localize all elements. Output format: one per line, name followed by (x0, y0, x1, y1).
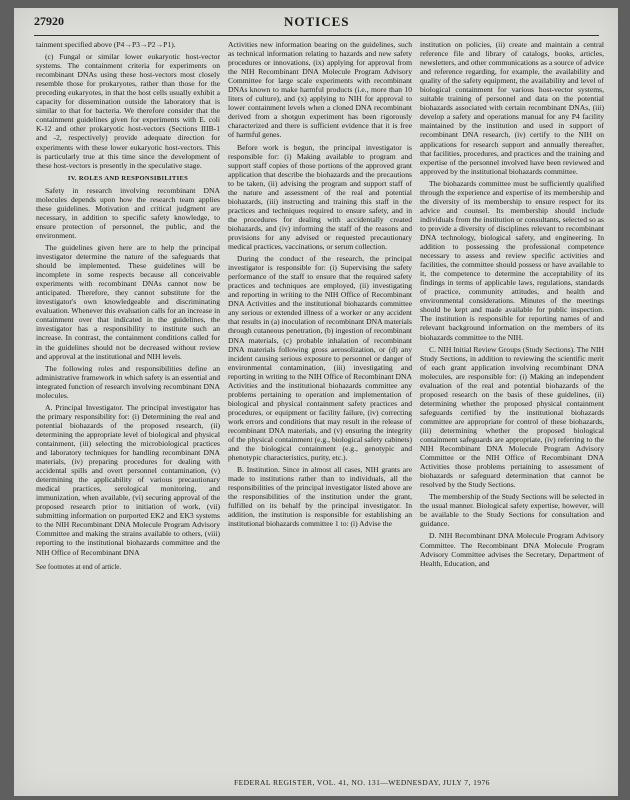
section-title: NOTICES (284, 14, 350, 29)
paragraph: Before work is begun, the principal investigator is responsible for: (i) Making available to program and support staff copies of those portions of the approved grant application that describe the biohazards and the precautions to be taken, (ii) advising the program and support staff of the nature and assessment of the real and potential biohazards, (iii) instructing and training this staff in the practices and techniques required to ensure safety, and in the procedures for dealing with accidentally created biohazards, and (iv) informing the staff of the reasons and provisions for any advised or requested precautionary medical practices, vaccinations, or serum collection. (228, 142, 412, 252)
paragraph: The following roles and responsibilities define an administrative framework in which safety is an essential and integrated function of research involving recombinant DNA molecules. (36, 363, 220, 400)
header-rule (34, 35, 599, 36)
paragraph: The guidelines given here are to help the principal investigator determine the nature of the safeguards that should be implemented. These guidelines will be incomplete in some respects because all conceivable experiments with recombinant DNAs cannot now be anticipated. Therefore, they cannot substitute for the investigator's own knowledgeable and discriminating evaluation. Whenever this evaluation calls for an increase in containment over that indicated in the guidelines, the investigator has a responsibility to institute such an increase. In contrast, the containment conditions called for in the guidelines should not be decreased without review and approval at the institutional and NIH levels. (36, 242, 220, 361)
footnote-reference: See footnotes at end of article. (36, 562, 122, 571)
page-number: 27920 (34, 14, 64, 28)
document-page (14, 8, 618, 796)
paragraph: (c) Fungal or similar lower eukaryotic host-vector systems. The containment criteria for experiments on recombinant DNAs using these host-vectors most closely resemble those for prokaryotes, rather than those for the preceding eukaryotes, in that the host cells usually exhibit a capacity for dissemination outside the laboratory that is similar to that for bacteria. We therefore consider that the containment guidelines given for experiments with E. coli K-12 and other prokaryotic host-vectors (Sections IIIB-1 and -2, respectively) provide adequate direction for experiments with these lower eukaryotic host-vectors. This is particularly true at this time since the development of these host-vectors is presently in the speculative stage. (36, 52, 220, 170)
column-left (36, 40, 220, 760)
paragraph: The biohazards committee must be sufficiently qualified through the experience and expertise of its membership and the diversity of its membership to ensure respect for its advice and counsel. Its membership should include individuals from the institution or consultants, selected so as to provide a diversity of disciplines relevant to recombinant DNA technology, biological safety, and engineering. In addition to possessing the professional competence necessary to assess and review specific activities and facilities, the committee should possess or have available to it, the competence to determine the acceptability of its findings in terms of applicable laws, regulations, standards of practice, community attitudes, and health and environmental considerations. Minutes of the meetings should be kept and made available for public inspection. The institution is responsible for reporting names of and relevant background information on the members of its biohazards committee to the NIH. (420, 178, 604, 342)
paragraph: Safety in research involving recombinant DNA molecules depends upon how the research team applies these guidelines. Motivation and critical judgment are necessary, in addition to specific safety knowledge, to ensure protection of personnel, the public, and the environment. (36, 185, 220, 240)
paragraph: D. NIH Recombinant DNA Molecule Program Advisory Committee. The Recombinant DNA Molecule Program Advisory Committee advises the Secretary, Department of Health, Education, and (420, 531, 604, 568)
paragraph: A. Principal Investigator. The principal investigator has the primary responsibility for: (i) Determining the real and potential biohazards of the proposed research, (ii) determining the appropriate level of biological and physical containment, (iii) selecting the microbiological practices and laboratory techniques for handling recombinant DNA materials, (iv) preparing procedures for dealing with accidental spills and overt personnel contamination, (v) determining the applicability of various precautionary medical practices, serological monitoring, and immunization, when available, (vi) securing approval of the proposed research prior to initiation of work, (vii) submitting information on purported EK2 and EK3 systems to the NIH Recombinant DNA Molecule Program Advisory Committee and making the strains available to others, (viii) reporting to the institutional biohazards committee and the NIH Office of Recombinant DNA (36, 402, 220, 557)
paragraph: tainment specified above (P4→P3→P2→P1). (36, 40, 176, 49)
column-middle (228, 40, 412, 760)
paragraph: B. Institution. Since in almost all cases, NIH grants are made to institutions rather than to individuals, all the responsibilities of the principal investigator listed above are the responsibilities of the institution under the grant, fulfilled on its behalf by the principal investigator. In addition, the institution is responsible for establishing an institutional biohazards committee 1 to: (i) Advise the (228, 465, 412, 529)
paragraph: C. NIH Initial Review Groups (Study Sections). The NIH Study Sections, in addition to reviewing the scientific merit of each grant application involving recombinant DNA molecules, are responsible for: (i) Making an independent evaluation of the real and potential biohazards of the proposed research on the basis of these guidelines, (ii) determining whether the proposed physical containment safeguards certified by the institutional biohazards committee are appropriate for control of these biohazards, (iii) determining whether the proposed biological containment safeguards are appropriate, (iv) referring to the NIH Recombinant DNA Molecule Program Advisory Committee or the NIH Office of Recombinant DNA Activities those problems pertaining to assessment of biohazards or safeguard determination that cannot be resolved by the Study Sections. (420, 344, 604, 490)
paragraph: During the conduct of the research, the principal investigator is responsible for: (i) Supervising the safety performance of the staff to ensure that the required safety practices and techniques are employed, (ii) investigating and reporting in writing to the NIH Office of Recombinant DNA Activities and the institutional biohazards committee any serious or extended illness of a worker or any accident that results in (a) inoculation of recombinant DNA materials through cutaneous penetration, (b) ingestion of recombinant DNA materials, (c) probable inhalation of recombinant DNA materials following gross aerosolization, or (d) any incident causing serious exposure to personnel or danger of environmental contamination, (iii) investigating and reporting in writing to the NIH Office of Recombinant DNA Activities and the institutional biohazards committee any problems pertaining to operation and implementation of biological and physical containment safety practices and procedures, or equipment or facility failure, (iv) correcting work errors and conditions that may result in the release of recombinant DNA materials, and (v) ensuring the integrity of the physical containment (e.g., biological safety cabinets) and the biological containment (e.g., genotypic and phenotypic characteristics, purity, etc.). (228, 254, 412, 463)
paragraph: institution on policies, (ii) create and maintain a central reference file and library of catalogs, books, articles, newsletters, and other communications as a source of advice and reference regarding, for example, the availability and quality of the safety equipment, the availability and level of biological containment for various host-vector systems, suitable training of personnel and data on the potential biohazards associated with certain recombinant DNAs, (iii) develop a safety and operations manual for any P4 facility maintained by the institution and used in support of recombinant DNA research, (iv) certify to the NIH on applications for research support and annually thereafter, that facilities, procedures, and practices and the training and expertise of the personnel involved have been reviewed and approved by the institutional biohazards committee. (420, 40, 604, 176)
paragraph: Activities new information bearing on the guidelines, such as technical information relating to hazards and new safety procedures or innovations, (ix) applying for approval from the NIH Recombinant DNA Molecule Program Advisory Committee for large scale experiments with recombinant DNAs known to make harmful products (i.e., more than 10 liters of culture), and (x) applying to NIH for approval to lower containment levels when a cloned DNA recombinant derived from a shotgun experiment has been rigorously characterized and there is sufficient evidence that it is free of harmful genes. (228, 40, 412, 140)
page-footer: FEDERAL REGISTER, VOL. 41, NO. 131—WEDNESDAY, JULY 7, 1976 (234, 778, 490, 787)
paragraph: The membership of the Study Sections will be selected in the usual manner. Biological safety expertise, however, will be available to the Study Sections for consultation and guidance. (420, 492, 604, 529)
column-right (420, 40, 604, 760)
section-heading: IV. ROLES AND RESPONSIBILITIES (67, 174, 189, 182)
page-header (34, 14, 594, 36)
